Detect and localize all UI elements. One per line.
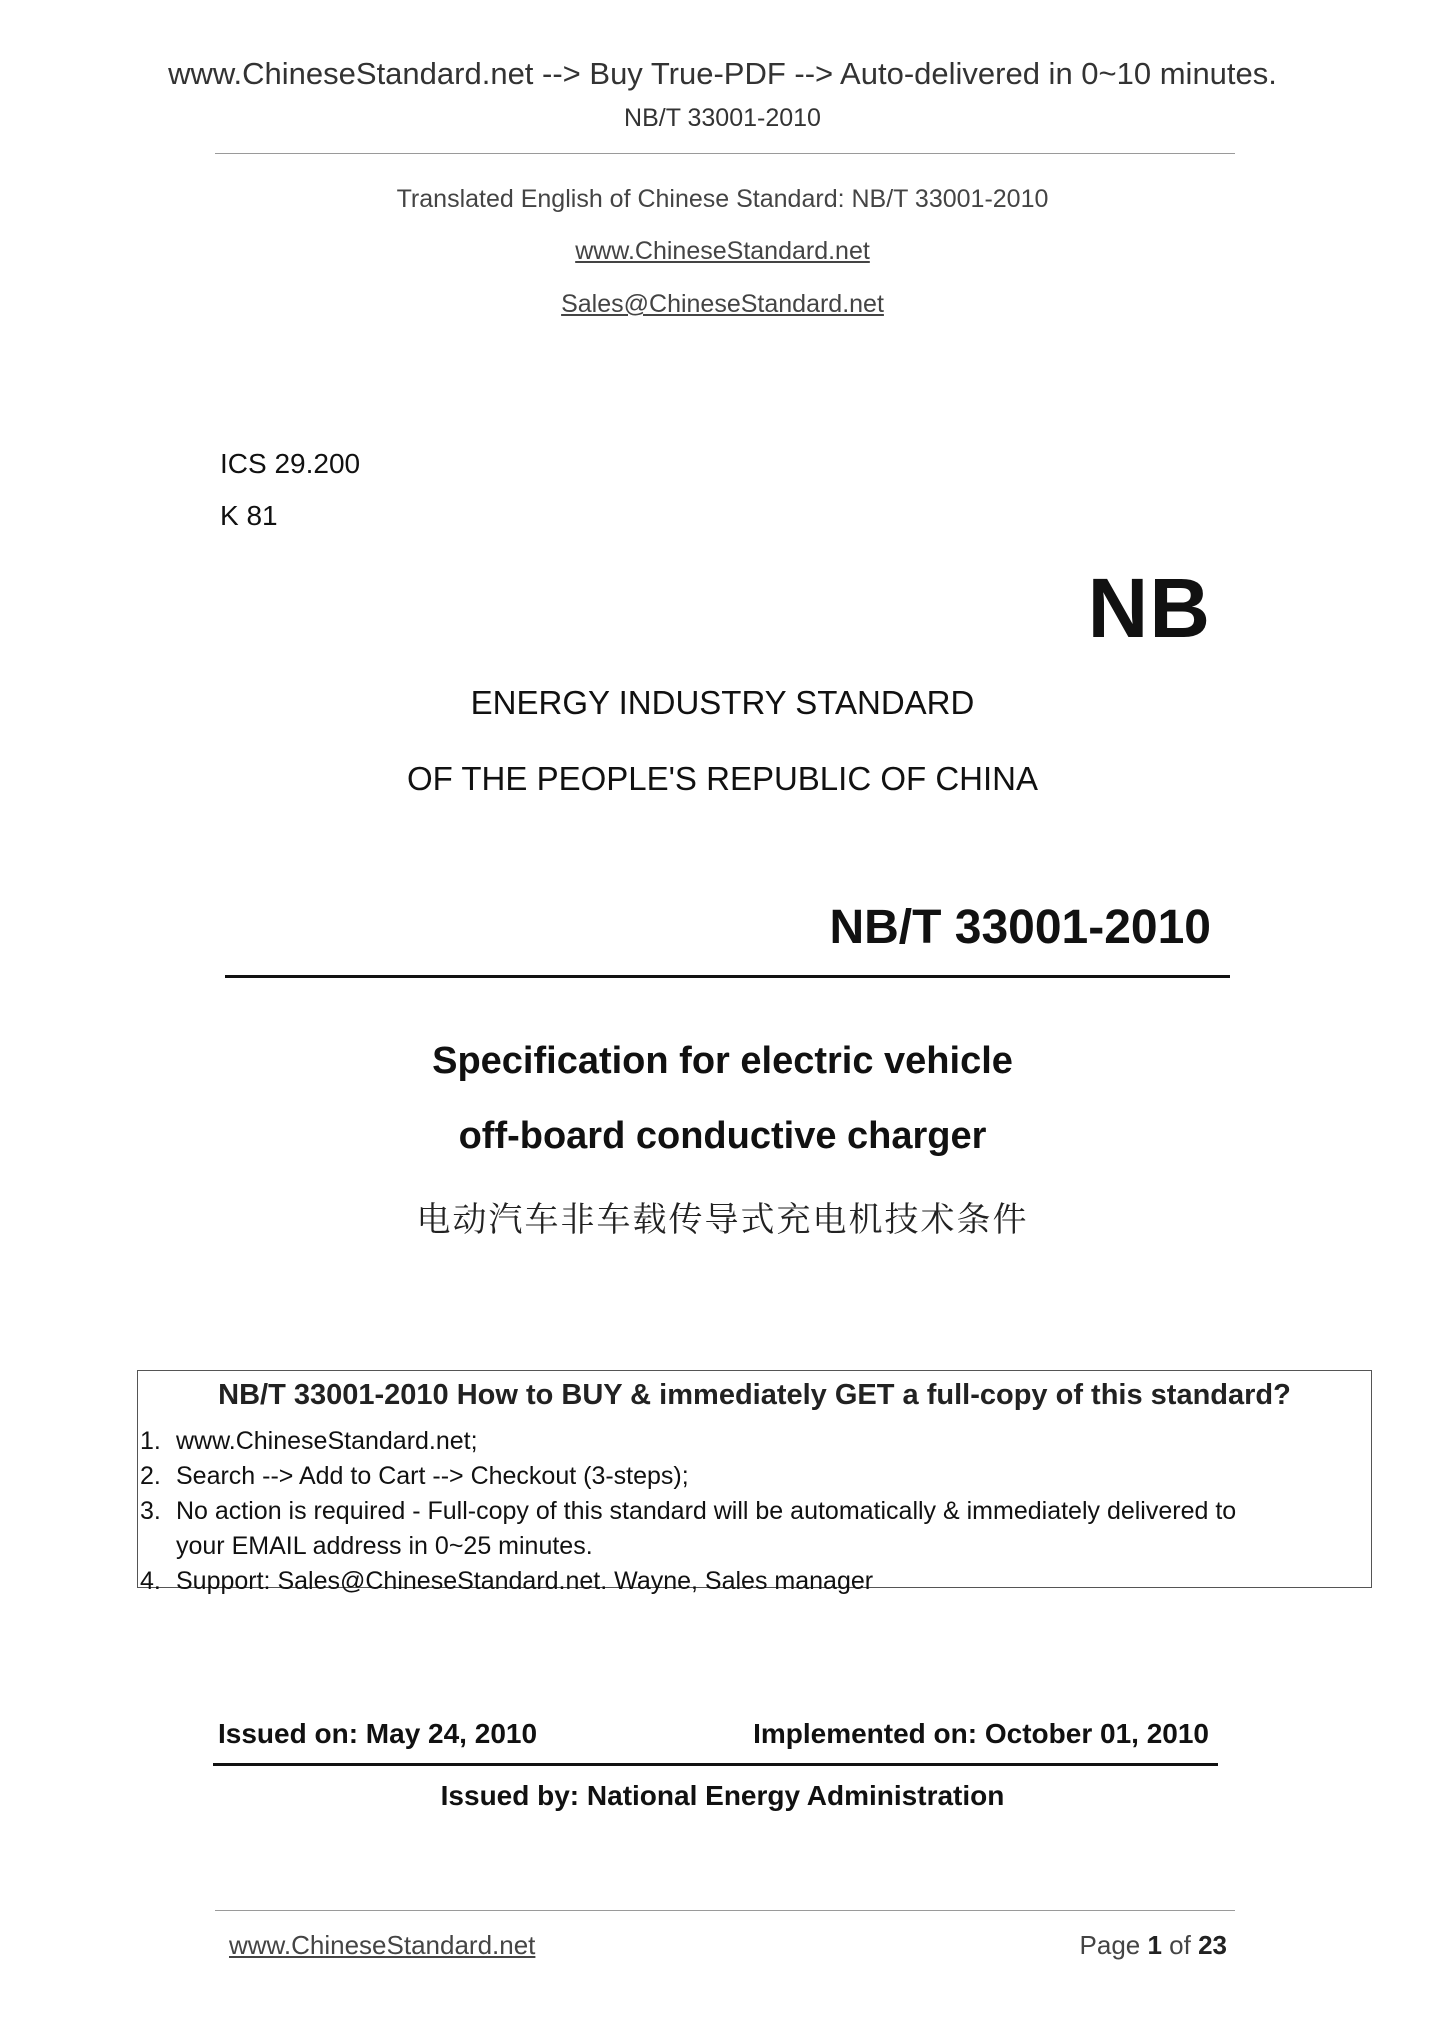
step-text: Support: Sales@ChineseStandard.net. Wayne, Sales manager xyxy=(176,1567,874,1595)
step-text: No action is required - Full-copy of this standard will be automatically & immediately delivered to xyxy=(176,1497,1237,1525)
implemented-on-date: Implemented on: October 01, 2010 xyxy=(753,1718,1209,1749)
sales-link-wrap xyxy=(0,290,1445,319)
ics-code: ICS 29.200 xyxy=(220,448,361,479)
header-doc-number: NB/T 33001-2010 xyxy=(624,104,821,132)
page-total: 23 xyxy=(1198,1930,1227,1960)
buy-box-heading: NB/T 33001-2010 How to BUY & immediately GET a full-copy of this standard? xyxy=(218,1379,1291,1411)
buy-instructions-box xyxy=(137,1370,1372,1595)
classification-code: K 81 xyxy=(220,500,278,531)
title-divider xyxy=(225,975,1230,978)
step-text: Search --> Add to Cart --> Checkout (3-steps); xyxy=(176,1462,689,1490)
buy-step-4 xyxy=(140,1567,873,1596)
step-text[interactable]: www.ChineseStandard.net; xyxy=(176,1427,478,1455)
issuer-heading-line1: ENERGY INDUSTRY STANDARD xyxy=(470,684,975,721)
buy-step-3 xyxy=(140,1497,1236,1526)
site-link[interactable]: www.ChineseStandard.net xyxy=(575,237,870,265)
step-number: 4. xyxy=(140,1567,161,1595)
footer-divider xyxy=(215,1910,1235,1911)
footer-site-link[interactable]: www.ChineseStandard.net xyxy=(229,1930,536,1960)
issued-on-date: Issued on: May 24, 2010 xyxy=(218,1718,538,1749)
step-number: 3. xyxy=(140,1497,161,1525)
title-line1: Specification for electric vehicle xyxy=(432,1040,1013,1082)
issued-by: Issued by: National Energy Administration xyxy=(440,1780,1005,1811)
issuer-heading-line2: OF THE PEOPLE'S REPUBLIC OF CHINA xyxy=(407,760,1038,797)
top-banner: www.ChineseStandard.net --> Buy True-PDF --> Auto-delivered in 0~10 minutes. xyxy=(168,56,1277,91)
step-number: 1. xyxy=(140,1427,161,1455)
buy-step-2 xyxy=(140,1462,689,1491)
buy-step-3-continued xyxy=(176,1532,593,1561)
step-text: your EMAIL address in 0~25 minutes. xyxy=(176,1532,593,1560)
page-indicator xyxy=(1080,1930,1227,1961)
translated-line: Translated English of Chinese Standard: NB/T 33001-2010 xyxy=(396,185,1049,213)
page-prefix: Page xyxy=(1079,1930,1148,1960)
page-current: 1 xyxy=(1147,1930,1162,1960)
standard-number: NB/T 33001-2010 xyxy=(829,901,1211,954)
sales-email-link[interactable]: Sales@ChineseStandard.net xyxy=(561,290,884,318)
title-chinese: 电动汽车非车载传导式充电机技术条件 xyxy=(416,1200,1029,1240)
page-of: of xyxy=(1161,1930,1199,1960)
header-divider xyxy=(215,153,1235,154)
title-line2: off-board conductive charger xyxy=(458,1115,987,1157)
buy-step-1 xyxy=(140,1427,478,1456)
step-number: 2. xyxy=(140,1462,161,1490)
nb-logo: NB xyxy=(1087,561,1211,655)
dates-divider xyxy=(213,1763,1218,1766)
site-link-wrap xyxy=(0,237,1445,266)
